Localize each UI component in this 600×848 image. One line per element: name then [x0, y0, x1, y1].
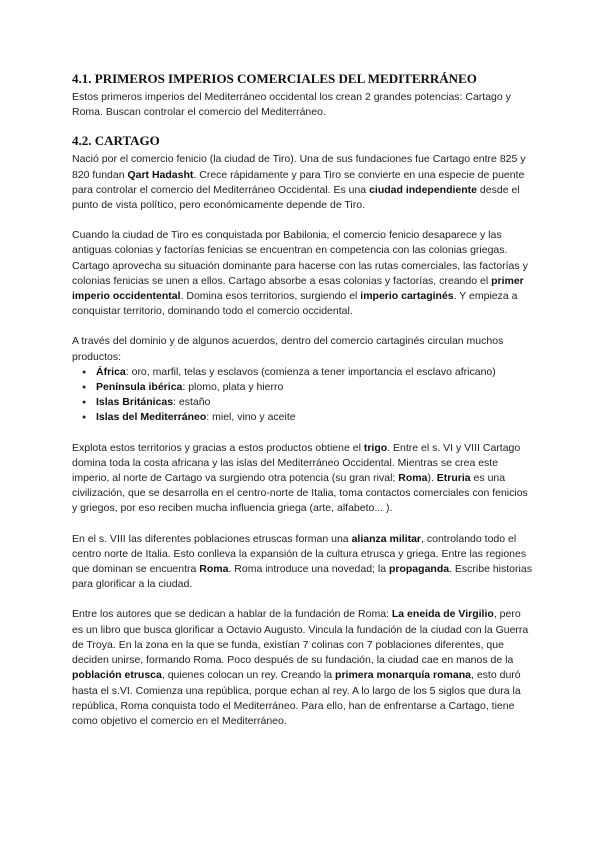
bold-term: alianza militar [351, 532, 422, 545]
paragraph-origin: Nació por el comercio fenicio (la ciudad de Tiro). Una de sus fundaciones fue Cartago entre 825 y 820 fundan Qart Hadasht. Crece rápidamente y para Tiro se convierte en una especie de puente para controlar el comercio del Mediterráneo Occidental. Es una ciudad independiente desde el punto de vista político, pero económicamente depende de Tiro. [72, 153, 526, 212]
bold-term: Qart Hadasht [127, 168, 194, 181]
bold-term: propaganda [388, 563, 450, 576]
paragraph-trigo: Explota estos territorios y gracias a estos productos obtiene el trigo. Entre el s. VI y VIII Cartago domina toda la costa africana y las islas del Mediterráneo Occidental. Mientras se crea este imperio, al norte de Cartago va surgiendo otra potencia (su gran rival; Roma). Etruria es una civilización, que se desarrolla en el centro-norte de Italia, toma contactos comerciales con fenicios y griegos, por eso reciben mucha influencia griega (arte, alfabeto... ). [72, 441, 528, 515]
list-item: ● Islas del Mediterráneo: miel, vino y aceite [96, 410, 534, 425]
bold-term: Roma [398, 472, 428, 485]
paragraph-empire: Cuando la ciudad de Tiro es conquistada por Babilonia, el comercio fenicio desaparece y las antiguas colonias y factorías fenicias se encuentran en competencia con las colonias griegas. Cartago aprovecha su situación dominante para hacerse con las rutas comerciales, las factorías y colonias fenicias se unen a ellos. Cartago absorbe a esas colonias y factorías, creando el primer imperio occidentental. Domina esos territorios, surgiendo el imperio cartaginés. Y empieza a conquistar territorio, dominando todo el comercio occidental. [72, 229, 528, 318]
list-item: ● Islas Británicas: estaño [96, 395, 534, 410]
bold-term: primer imperio occidentental [72, 274, 524, 303]
paragraph-intro: Estos primeros imperios del Mediterráneo occidental los crean 2 grandes potencias: Cartago y Roma. Buscan controlar el comercio del Mediterráneo. [72, 91, 511, 119]
bold-term: Etruria [436, 472, 471, 485]
paragraph-rome-foundation: Entre los autores que se dedican a hablar de la fundación de Roma: La eneida de Virgilio, pero es un libro que busca glorificar a Octavio Augusto. Vincula la fundación de la ciudad con la Guerra de Troya. En la zona en la que se funda, existían 7 colinas con 7 poblaciones diferentes, que deciden unirse, formando Roma. Poco después de su fundación, la ciudad cae en manos de la población etrusca, quienes colocan un rey. Creando la primera monarquía romana, esto duró hasta el s.VI. Comienza una república, porque echan al rey. A lo largo de los 5 siglos que dura la república, Roma conquista todo el Mediterráneo. Para ello, han de enfrentarse a Cartago, tiene como objetivo el comercio en el Mediterráneo. [72, 608, 529, 727]
bold-term: primera monarquía romana [335, 669, 471, 682]
bold-term: Roma [199, 563, 229, 576]
paragraph-products-intro: A través del dominio y de algunos acuerdos, dentro del comercio cartaginés circulan muchos productos: [72, 335, 504, 363]
bold-term: población etrusca [72, 669, 162, 682]
bold-term: La eneida de Virgilio [391, 608, 494, 621]
section-heading-4-2: 4.2. CARTAGO [72, 133, 160, 149]
list-item: ● África: oro, marfil, telas y esclavos (comienza a tener importancia el esclavo africano) [96, 365, 534, 380]
bold-term: trigo [363, 441, 388, 454]
document-page [72, 70, 534, 729]
bold-term: imperio cartaginés [360, 290, 454, 303]
section-heading-4-1: 4.1. PRIMEROS IMPERIOS COMERCIALES DEL MEDITERRÁNEO [72, 71, 477, 86]
products-list [72, 365, 534, 426]
list-item: ● Península ibérica: plomo, plata y hierro [96, 380, 534, 395]
bold-term: ciudad independiente [369, 183, 478, 196]
paragraph-etruscan: En el s. VIII las diferentes poblaciones etruscas forman una alianza militar, controlando todo el centro norte de Italia. Esto conlleva la expansión de la cultura etrusca y griega. Entre las regiones que dominan se encuentra Roma. Roma introduce una novedad; la propaganda. Escribe historias para glorificar a la ciudad. [72, 532, 532, 591]
